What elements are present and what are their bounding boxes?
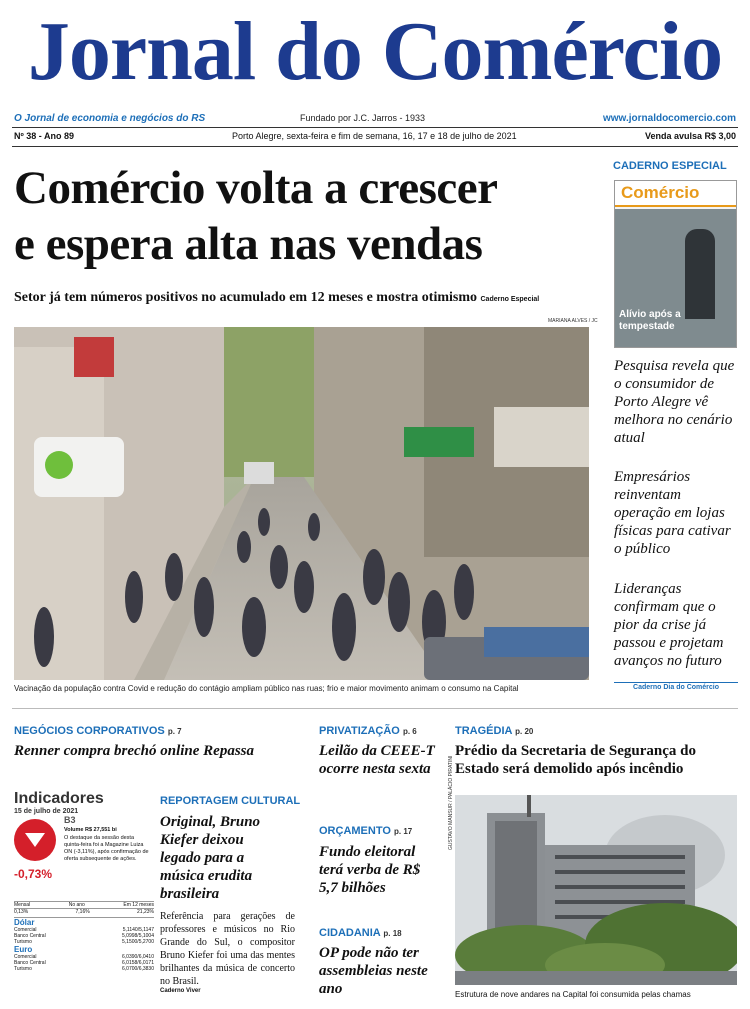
lead-subhead — [14, 290, 604, 306]
lead-caption: Vacinação da população contra Covid e redução do contágio ampliam público nas ruas; frio e maior movimento animam o consumo na Capital — [14, 684, 519, 693]
dolar-label: Dólar — [14, 917, 154, 927]
euro-row-1-value: 6,0390/6,0410 — [122, 954, 154, 960]
lead-headline-line2: e espera alta nas vendas — [14, 218, 483, 270]
b3-label: B3 — [64, 815, 76, 825]
tragedia-photo[interactable] — [455, 795, 737, 985]
b3-header-mensal: Mensal — [14, 902, 31, 908]
euro-row-1-label: Comercial — [14, 954, 37, 960]
cultural-headline[interactable]: Original, Bruno Kiefer deixou legado para a música erudita brasileira — [160, 814, 261, 902]
negocios-label — [14, 725, 182, 737]
b3-value-ano: 7,16% — [75, 909, 90, 915]
tragedia-page: p. 20 — [515, 727, 534, 736]
b3-block — [14, 815, 154, 895]
euro-row-3-label: Turismo — [14, 966, 32, 972]
b3-value-12m: 21,23% — [137, 909, 154, 915]
special-cover[interactable] — [614, 180, 737, 348]
indicadores-date: 15 de julho de 2021 — [14, 808, 79, 815]
down-triangle — [25, 833, 45, 847]
founded-line: Fundado por J.C. Jarros - 1933 — [300, 113, 426, 123]
indicadores-title: Indicadores — [14, 790, 104, 807]
euro-row-3-value: 6,0700/6,3830 — [122, 966, 154, 972]
dateline: Porto Alegre, sexta-feira e fim de semana, 16, 17 e 18 de julho de 2021 — [232, 131, 517, 141]
lead-headline-line1: Comércio volta a crescer — [14, 162, 498, 214]
b3-table-values — [14, 909, 154, 915]
cidadania-headline[interactable]: OP pode não ter assembleias neste ano — [319, 945, 428, 997]
orcamento-headline[interactable]: Fundo eleitoral terá verba de R$ 5,7 bilhões — [319, 844, 421, 896]
privatizacao-headline[interactable]: Leilão da CEEE-T ocorre nesta sexta — [319, 743, 435, 777]
cover-header — [615, 181, 737, 207]
euro-row-2-value: 6,0158/6,0171 — [122, 960, 154, 966]
cultural-ref: Caderno Viver — [160, 988, 201, 994]
euro-row — [14, 966, 154, 972]
euro-label: Euro — [14, 945, 33, 954]
dolar-row-1-label: Comercial — [14, 927, 37, 933]
b3-table-header — [14, 901, 154, 909]
negocios-page: p. 7 — [167, 727, 182, 736]
sidebar-footer: Caderno Dia do Comércio — [614, 682, 738, 691]
dolar-row-1-value: 5,1140/5,1147 — [122, 927, 154, 933]
section-rule — [12, 708, 738, 709]
dateline-rule — [12, 146, 738, 147]
dolar-row-3-label: Turismo — [14, 939, 32, 945]
tragedia-label — [455, 725, 533, 737]
cover-photo — [615, 209, 737, 348]
b3-volume: Volume R$ 27,551 bi — [64, 827, 117, 833]
tagline: O Jornal de economia e negócios do RS — [14, 113, 206, 124]
down-arrow-icon — [14, 819, 56, 861]
masthead-rule — [12, 127, 738, 128]
privatizacao-label-text: PRIVATIZAÇÃO — [319, 725, 400, 737]
b3-note: O destaque da sessão desta quinta-feira foi a Magazine Luiza ON (-3,11%), após confirmação de oferta subsequente de ações. — [64, 835, 149, 862]
sidebar-label[interactable]: CADERNO ESPECIAL — [613, 160, 727, 172]
b3-header-ano: No ano — [68, 902, 85, 908]
negocios-label-text: NEGÓCIOS CORPORATIVOS — [14, 725, 165, 737]
lead-subhead-ref: Caderno Especial — [480, 296, 540, 303]
sidebar-item-3[interactable]: Lideranças confirmam que o pior da crise já passou e projetam avanços no futuro — [614, 581, 724, 669]
privatizacao-label — [319, 725, 417, 737]
lead-subhead-text: Setor já tem números positivos no acumulado em 12 meses e mostra otimismo — [14, 290, 477, 305]
cultural-body: Referência para gerações de professores e músicos no Rio Grande do Sul, o compositor Bruno Kiefer foi uma das mentes brilhantes da música de concerto no Brasil. — [160, 911, 295, 987]
tragedia-headline[interactable]: Prédio da Secretaria de Segurança do Estado será demolido após incêndio — [455, 743, 696, 777]
dolar-row-2-value: 5,0998/5,1004 — [122, 933, 154, 939]
b3-value-mensal: 0,13% — [14, 909, 29, 915]
tragedia-caption: Estrutura de nove andares na Capital foi consumida pelas chamas — [455, 990, 691, 999]
edition-number: Nº 38 - Ano 89 — [14, 131, 74, 141]
sidebar-item-1[interactable]: Pesquisa revela que o consumidor de Porto Alegre vê melhora no cenário atual — [614, 358, 735, 446]
negocios-headline[interactable]: Renner compra brechó online Repassa — [14, 743, 255, 759]
lead-photo[interactable] — [14, 327, 589, 680]
orcamento-label-text: ORÇAMENTO — [319, 825, 391, 837]
cover-title: Comércio — [621, 183, 700, 202]
site-link[interactable]: www.jornaldocomercio.com — [603, 113, 736, 124]
sidebar-item-2[interactable]: Empresários reinventam operação em lojas físicas para cativar o público — [614, 469, 731, 557]
burned-building-image — [455, 795, 737, 985]
orcamento-label — [319, 825, 412, 837]
cidadania-label-text: CIDADANIA — [319, 927, 381, 939]
lead-headline[interactable] — [14, 160, 604, 272]
b3-header-12m: Em 12 meses — [123, 902, 154, 908]
cidadania-page: p. 18 — [383, 929, 402, 938]
street-scene-image — [14, 327, 589, 680]
price: Venda avulsa R$ 3,00 — [644, 131, 736, 141]
dolar-row-3-value: 5,1500/5,2700 — [122, 939, 154, 945]
tragedia-label-text: TRAGÉDIA — [455, 725, 513, 737]
b3-change: -0,73% — [14, 867, 53, 881]
orcamento-page: p. 17 — [393, 827, 413, 836]
dolar-row-2-label: Banco Central — [14, 933, 46, 939]
masthead-title: Jornal do Comércio — [27, 5, 723, 98]
indicadores-box — [14, 790, 154, 972]
euro-row-2-label: Banco Central — [14, 960, 46, 966]
cultural-label: REPORTAGEM CULTURAL — [160, 795, 301, 807]
cover-headline: Alívio após a tempestade — [619, 309, 681, 332]
cidadania-label — [319, 927, 402, 939]
privatizacao-page: p. 6 — [402, 727, 417, 736]
tragedia-photo-credit: GUSTAVO MANSUR / PALÁCIO PIRATINI — [448, 755, 454, 850]
lead-photo-credit: MARIANA ALVES / JC — [548, 318, 598, 324]
cover-figure — [685, 229, 715, 319]
